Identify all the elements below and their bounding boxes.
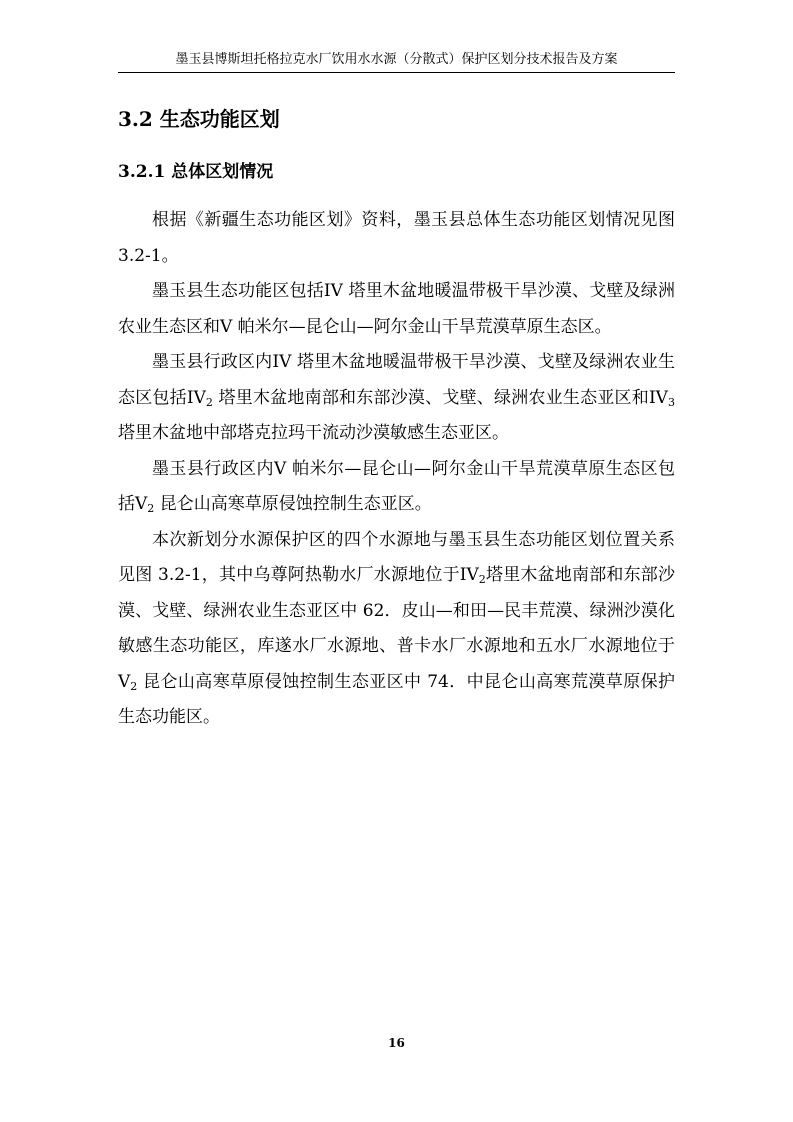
subscript: 2 (130, 679, 138, 693)
subscript: 2 (205, 395, 213, 409)
paragraph-3-text-a: 墨玉县行政区内IV 塔里木盆地暖温带极干旱沙漠、戈壁及绿洲农业生态区包括IV (118, 352, 675, 408)
page-number: 16 (388, 1036, 405, 1050)
paragraph-5-text-a: 本次新划分水源保护区的四个水源地与墨玉县生态功能区划位置关系见图 3.2-1，其中乌尊阿热勒水厂水源地位于IV (118, 529, 675, 585)
subsection-title: 3.2.1 总体区划情况 (118, 162, 274, 182)
body-text (118, 203, 675, 736)
subscript: 2 (478, 572, 486, 586)
subscript: 2 (147, 501, 155, 515)
paragraph-4-text-b: 昆仑山高寒草原侵蚀控制生态亚区。 (154, 494, 432, 514)
paragraph-4 (118, 452, 675, 523)
paragraph-3-text-c: 塔里木盆地中部塔克拉玛干流动沙漠敏感生态亚区。 (118, 423, 509, 443)
paragraph-3 (118, 345, 675, 452)
running-header: 墨玉县博斯坦托格拉克水厂饮用水水源（分散式）保护区划分技术报告及方案 (175, 52, 618, 67)
paragraph-4-text-a: 墨玉县行政区内V 帕米尔—昆仑山—阿尔金山干旱荒漠草原生态区包括V (118, 458, 675, 514)
paragraph-3-text-b: 塔里木盆地南部和东部沙漠、戈壁、绿洲农业生态亚区和IV (212, 387, 668, 408)
subscript: 3 (667, 395, 675, 409)
paragraph-5-text-c: 昆仑山高寒草原侵蚀控制生态亚区中 74．中昆仑山高寒荒漠草原保护生态功能区。 (118, 671, 675, 727)
paragraph-2: 墨玉县生态功能区包括IV 塔里木盆地暖温带极干旱沙漠、戈壁及绿洲农业生态区和V 帕米尔—昆仑山—阿尔金山干旱荒漠草原生态区。 (118, 281, 675, 337)
paragraph-1: 根据《新疆生态功能区划》资料，墨玉县总体生态功能区划情况见图 3.2-1。 (118, 210, 675, 266)
header-rule (118, 72, 675, 73)
paragraph-5-text-b: 塔里木盆地南部和东部沙漠、戈壁、绿洲农业生态亚区中 62．皮山—和田—民丰荒漠、绿洲沙漠化敏感生态功能区，库遂水厂水源地、普卡水厂水源地和五水厂水源地位于V (118, 565, 676, 692)
section-title: 3.2 生态功能区划 (118, 107, 280, 131)
paragraph-5 (118, 523, 675, 736)
